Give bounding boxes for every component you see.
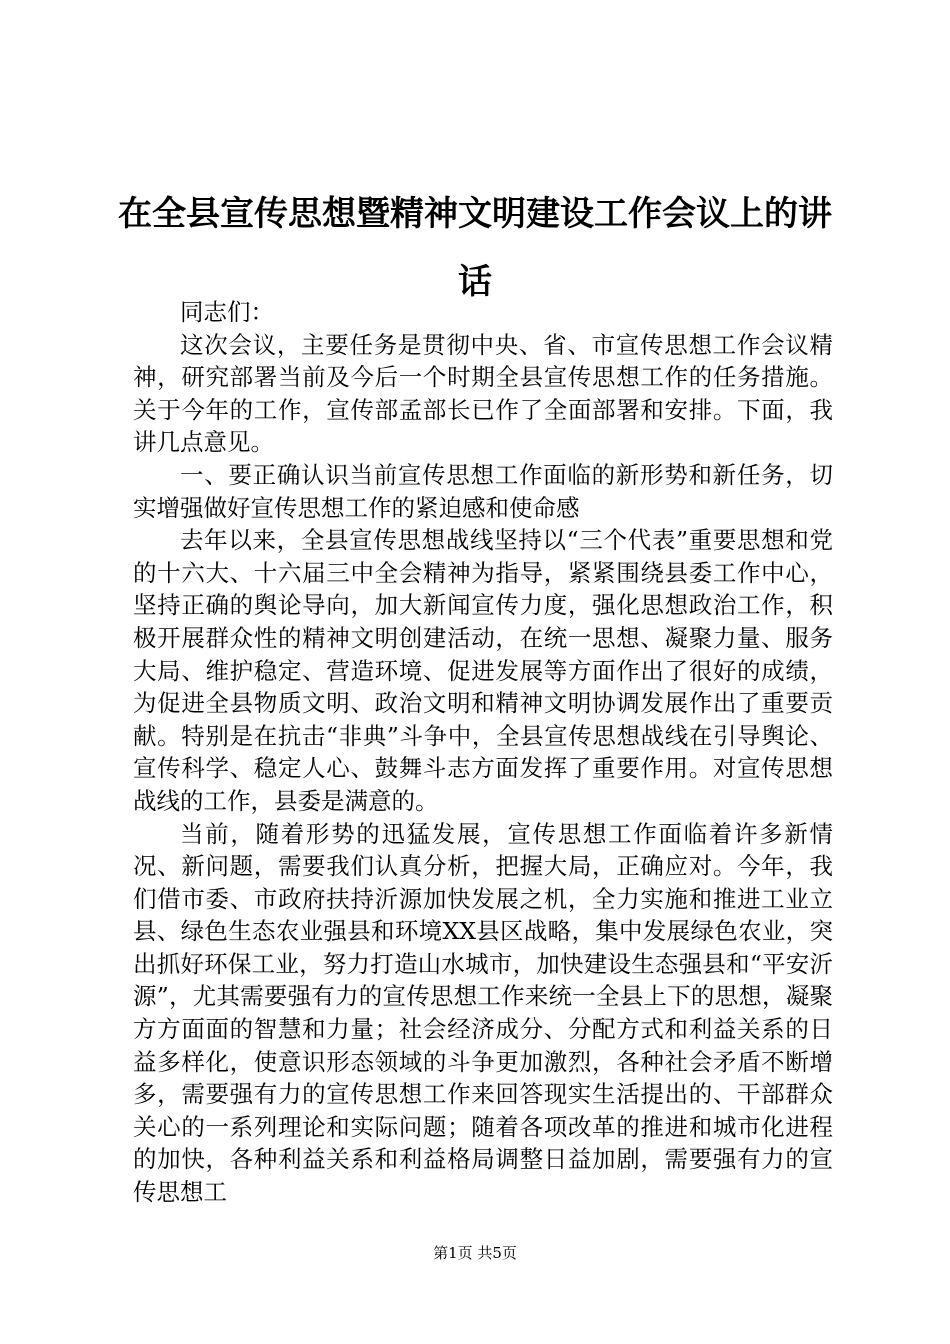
paragraph-achievements: 去年以来，全县宣传思想战线坚持以“三个代表”重要思想和党的十六大、十六届三中全会精神为指导，紧紧围绕县委工作中心，坚持正确的舆论导向，加大新闻宣传力度，强化思想政治工作，积极开展群众性的精神文明创建活动，在统一思想、凝聚力量、服务大局、维护稳定、营造环境、促进发展等方面作出了很好的成绩，为促进全县物质文明、政治文明和精神文明协调发展作出了重要贡献。特别是在抗击“非典”斗争中，全县宣传思想战线在引导舆论、宣传科学、稳定人心、鼓舞斗志方面发挥了重要作用。对宣传思想战线的工作，县委是满意的。 — [133, 526, 833, 815]
paragraph-current-situation: 当前，随着形势的迅猛发展，宣传思想工作面临着许多新情况、新问题，需要我们认真分析，把握大局，正确应对。今年，我们借市委、市政府扶持沂源加快发展之机，全力实施和推进工业立县、绿色生态农业强县和环境XX县区战略，集中发展绿色农业，突出抓好环保工业，努力打造山水城市，加快建设生态强县和“平安沂源”，尤其需要强有力的宣传思想工作来统一全县上下的思想，凝聚方方面面的智慧和力量；社会经济成分、分配方式和利益关系的日益多样化，使意识形态领域的斗争更加激烈，各种社会矛盾不断增多，需要强有力的宣传思想工作来回答现实生活提出的、干部群众关心的一系列理论和实际问题；随着各项改革的推进和城市化进程的加快，各种利益关系和利益格局调整日益加剧，需要强有力的宣传思想工 — [133, 819, 833, 1207]
document-title: 在全县宣传思想暨精神文明建设工作会议上的讲话 — [118, 194, 832, 302]
page-footer: 第1页 共5页 — [433, 1244, 517, 1262]
document-body — [133, 296, 833, 1209]
paragraph-intro: 这次会议，主要任务是贯彻中央、省、市宣传思想工作会议精神，研究部署当前及今后一个时期全县宣传思想工作的任务措施。关于今年的工作，宣传部孟部长已作了全面部署和安排。下面，我讲几点意见。 — [133, 330, 833, 457]
section-heading-1: 一、要正确认识当前宣传思想工作面临的新形势和新任务，切实增强做好宣传思想工作的紧迫感和使命感 — [133, 460, 833, 522]
salutation: 同志们： — [180, 298, 274, 326]
